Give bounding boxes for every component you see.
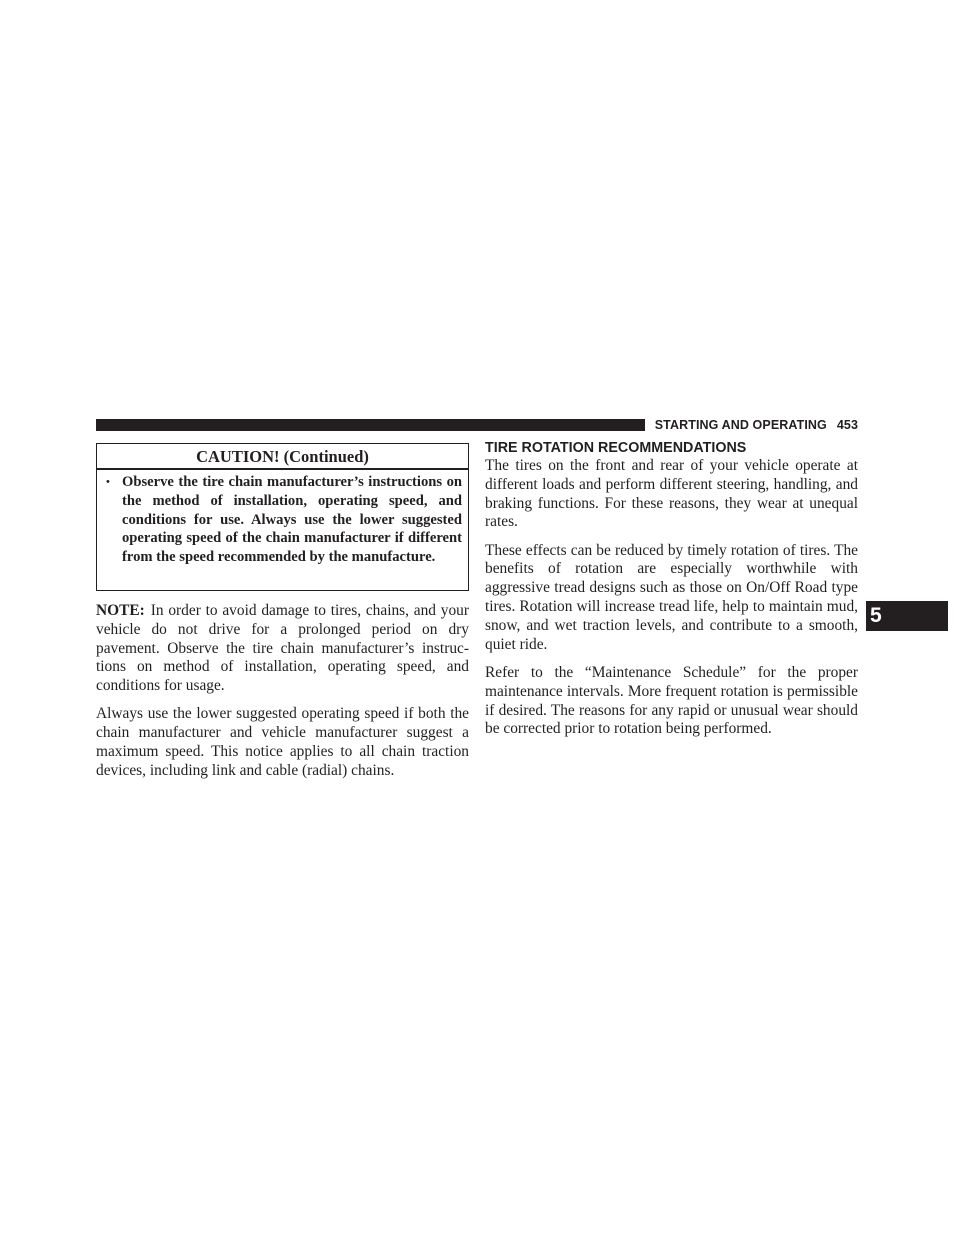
header-section-title: STARTING AND OPERATING: [654, 418, 827, 432]
header-rule: [96, 419, 645, 431]
note-text: In order to avoid damage to tires, chains, and your vehicle do not drive for a prolonged period on dry pavement. Observe the tire chain manufacturer’s instructions on method of installation, operating speed, and conditions for usage.: [96, 602, 469, 695]
right-column: [485, 439, 858, 749]
left-column: [96, 602, 469, 790]
body-paragraph: Refer to the “Maintenance Schedule” for the proper maintenance intervals. More frequent rotation is permissible if desired. The reasons for any rapid or unusual wear should be corrected prior to rotation being performed.: [485, 663, 858, 738]
bullet-icon: •: [106, 476, 110, 488]
body-paragraph: The tires on the front and rear of your vehicle operate at different loads and perform different steering, handling, and braking functions. For these reasons, they wear at unequal rates.: [485, 457, 858, 531]
running-header: [654, 417, 858, 433]
note-paragraph: [96, 602, 469, 696]
note-label: NOTE:: [96, 602, 145, 619]
caution-box: [96, 443, 469, 591]
caution-item-text: Observe the tire chain manufacturer’s instructions on the method of installation, operating speed, and conditions for use. Always use the lower suggested operating speed of the chain manufacturer if different from the speed recommended by the manufacture.: [122, 474, 462, 566]
chain-speed-paragraph: Always use the lower suggested operating speed if both the chain manufacturer and vehicle manufacturer suggest a maximum speed. This notice applies to all chain traction devices, including link and cable (radial) chains.: [96, 705, 469, 779]
body-paragraph: These effects can be reduced by timely rotation of tires. The benefits of rotation are especially worthwhile with aggressive tread designs such as those on On/Off Road type tires. Rotation will increase tread life, help to maintain mud, snow, and wet traction levels, and contribute to a smooth, quiet ride.: [485, 541, 858, 653]
chapter-tab: 5: [866, 601, 948, 631]
caution-title: CAUTION! (Continued): [97, 444, 468, 470]
caution-item: [97, 470, 468, 567]
section-heading: TIRE ROTATION RECOMMENDATIONS: [485, 440, 747, 456]
page-number: 453: [836, 418, 858, 432]
